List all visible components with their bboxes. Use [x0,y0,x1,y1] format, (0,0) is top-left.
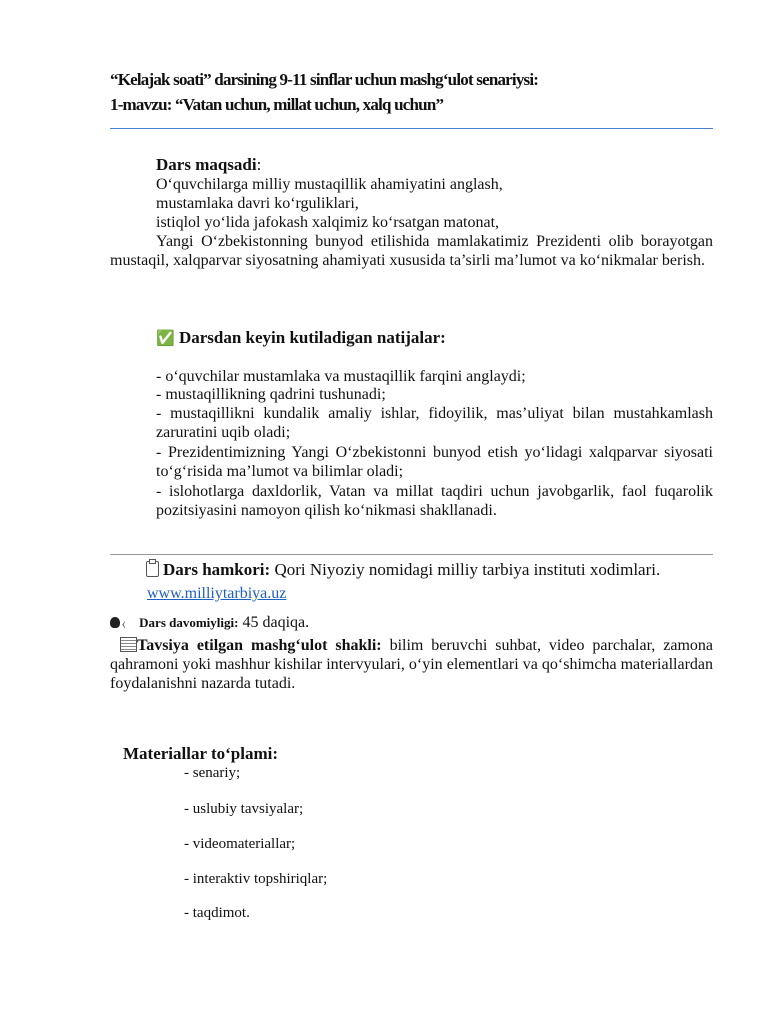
title-divider [110,128,713,129]
goal-line-3: istiqlol yo‘lida jafokash xalqimiz ko‘rsatgan matonat, [156,214,500,231]
format-label: Tavsiya etilgan mashg‘ulot shakli: [137,637,382,654]
duration-row [110,613,309,635]
speaking-head-icon [110,617,120,628]
goal-heading-colon: : [256,155,262,174]
goal-line-1: O‘quvchilarga milliy mustaqillik ahamiyatini anglash, [156,176,503,193]
result-item-1: - o‘quvchilar mustamlaka va mustaqillik farqini anglaydi; [156,368,526,385]
duration-value: 45 daqiqa. [238,614,310,631]
result-item-3: - mustaqillikni kundalik amaliy ishlar, fidoyilik, mas’uliyat bilan mustahkamlash zaruratini uqib oladi; [156,405,713,441]
result-item-5: - islohotlarga daxldorlik, Vatan va millat taqdiri uchun javobgarlik, faol fuqarolik pozitsiyasini namoyon qilish ko‘nikmasi shakllanadi. [156,483,713,519]
partner-text: Qori Niyoziy nomidagi milliy tarbiya instituti xodimlari. [270,560,661,579]
materials-heading: Materiallar to‘plami: [123,744,279,763]
sound-waves-icon: ⧼ [122,620,126,630]
clipboard-icon [146,561,159,577]
check-mark-icon: ✅ [156,329,175,347]
results-heading: Darsdan keyin kutiladigan natijalar: [178,328,446,347]
goal-line-2: mustamlaka davri ko‘rguliklari, [156,195,359,212]
material-item-5: - taqdimot. [184,905,250,921]
partner-label: Dars hamkori: [163,560,271,579]
result-item-2: - mustaqillikning qadrini tushunadi; [156,386,386,403]
goal-paragraph: Yangi O‘zbekistonning bunyod etilishida mamlakatimiz Prezidenti olib borayotgan mustaqil, xalqparvar siyosatning ahamiyati xususida ta’sirli ma’lumot va ko‘nikmalar berish. [110,233,713,269]
format-text: bilim beruvchi suhbat, video parchalar, zamona qahramoni yoki mashhur kishilar intervyulari, o‘yin elementlari va qo‘shimcha materiallardan foydalanishni nazarda tutadi. [110,637,713,692]
partner-website-link[interactable]: www.milliytarbiya.uz [147,585,287,602]
goal-heading: Dars maqsadi [156,155,257,174]
material-item-4: - interaktiv topshiriqlar; [184,871,328,887]
format-paragraph [110,635,713,693]
results-heading-row [156,328,446,348]
result-item-4: - Prezidentimizning Yangi O‘zbekistonni bunyod etish yo‘lidagi xalqparvar siyosati to‘g‘risida ma’lumot va bilimlar oladi; [156,444,713,480]
document-title-line-1: “Kelajak soati” darsining 9-11 sinflar uchun mashg‘ulot senariysi: [110,70,539,89]
duration-label: Dars davomiyligi: [139,615,239,630]
goal-heading-row [156,155,261,174]
newspaper-icon [120,637,137,652]
material-item-2: - uslubiy tavsiyalar; [184,801,304,817]
material-item-3: - videomateriallar; [184,836,296,852]
document-title-line-2: 1-mavzu: “Vatan uchun, millat uchun, xalq uchun” [110,95,444,114]
section-divider [110,554,713,555]
partner-row [146,559,660,579]
material-item-1: - senariy; [184,765,241,781]
